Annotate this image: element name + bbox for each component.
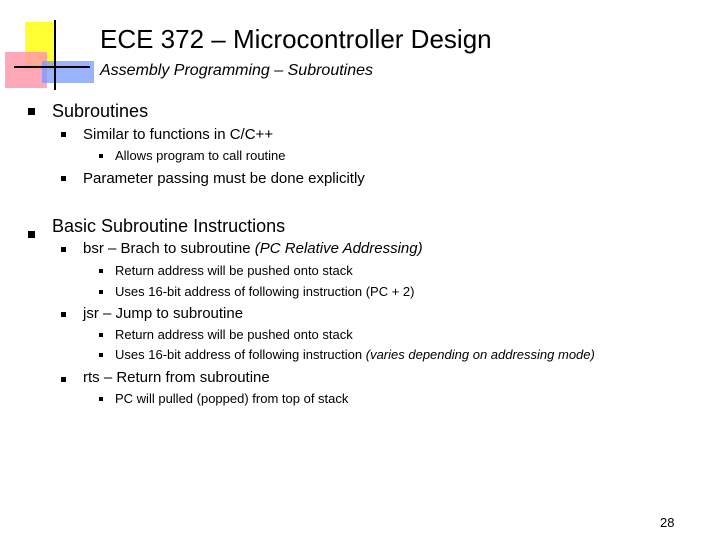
bullet-basic: Basic Subroutine Instructions (52, 216, 286, 236)
bullet-similar: Similar to functions in C/C++ (83, 126, 274, 143)
bullet-rts-pc: PC will pulled (popped) from top of stack (115, 391, 349, 406)
bullet-square (28, 108, 35, 115)
logo-vertical-line (54, 20, 56, 90)
bullet-jsr: jsr – Jump to subroutine (83, 305, 244, 322)
bullet-param: Parameter passing must be done explicitly (83, 170, 365, 187)
bsr-note: (PC Relative Addressing) (254, 240, 423, 257)
bullet-square (99, 290, 103, 294)
logo-pink-square (5, 52, 47, 88)
bullet-square (61, 176, 66, 181)
slide-subtitle: Assembly Programming – Subroutines (100, 62, 374, 79)
bullet-square (61, 247, 66, 252)
bullet-square (61, 377, 66, 382)
bullet-square (99, 397, 103, 401)
page-number: 28 (660, 515, 675, 530)
bullet-allows: Allows program to call routine (115, 148, 286, 163)
slide-title: ECE 372 – Microcontroller Design (100, 24, 492, 54)
bullet-square (99, 333, 103, 337)
logo-blue-square (42, 61, 94, 83)
jsr-uses-label: Uses 16-bit address of following instruction (115, 347, 363, 362)
bullet-jsr-uses (115, 347, 595, 362)
bullet-square (61, 132, 66, 137)
bullet-square (28, 231, 35, 238)
bullet-square (61, 312, 66, 317)
bullet-jsr-ret: Return address will be pushed onto stack (115, 327, 353, 342)
bullet-bsr (83, 240, 423, 257)
bullet-subroutines: Subroutines (52, 101, 149, 121)
bullet-square (99, 353, 103, 357)
bullet-square (99, 269, 103, 273)
bsr-label: bsr – Brach to subroutine (83, 240, 251, 257)
bullet-rts: rts – Return from subroutine (83, 369, 270, 386)
bullet-bsr-uses: Uses 16-bit address of following instruction (PC + 2) (115, 284, 415, 299)
logo-horizontal-line (14, 66, 90, 68)
jsr-uses-note: (varies depending on addressing mode) (365, 347, 595, 362)
bullet-bsr-ret: Return address will be pushed onto stack (115, 263, 353, 278)
bullet-square (99, 154, 103, 158)
